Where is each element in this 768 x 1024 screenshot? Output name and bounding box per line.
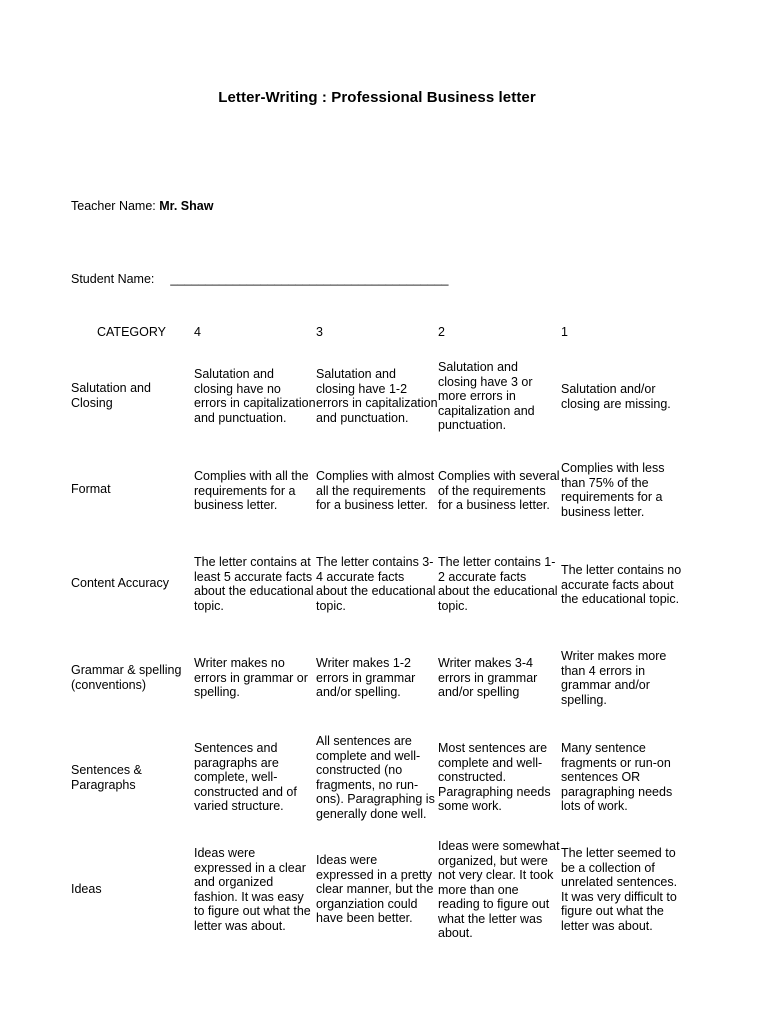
rubric-cell: Complies with several of the requirements for a business letter. (438, 469, 560, 512)
rubric-cell: The letter contains no accurate facts about the educational topic. (561, 563, 682, 606)
rubric-cell: The letter contains 1-2 accurate facts about the educational topic. (438, 555, 558, 613)
document-title: Letter-Writing : Professional Business letter (218, 89, 536, 106)
rubric-cell: Ideas were expressed in a clear and organized fashion. It was easy to figure out what the letter was about. (194, 846, 311, 933)
rubric-cell: Complies with less than 75% of the requirements for a business letter. (561, 461, 665, 519)
header-score-1: 1 (561, 325, 568, 339)
row-category-ideas: Ideas (71, 882, 102, 896)
rubric-cell: Salutation and closing have 3 or more errors in capitalization and punctuation. (438, 360, 535, 432)
row-category-sentences: Sentences & Paragraphs (71, 763, 142, 792)
rubric-cell: Writer makes more than 4 errors in grammar and/or spelling. (561, 649, 667, 707)
rubric-cell: The letter contains at least 5 accurate facts about the educational topic. (194, 555, 314, 613)
rubric-cell: Writer makes 1-2 errors in grammar and/or spelling. (316, 656, 416, 699)
rubric-cell: Complies with almost all the requirements for a business letter. (316, 469, 435, 512)
student-name-label: Student Name: (71, 272, 155, 286)
teacher-name-value: Mr. Shaw (159, 199, 214, 213)
rubric-cell: All sentences are complete and well-constructed (no fragments, no run-ons). Paragraphing is generally done well. (316, 734, 435, 821)
rubric-cell: The letter seemed to be a collection of unrelated sentences. It was very difficult to figure out what the letter was about. (561, 846, 678, 933)
rubric-cell: Salutation and/or closing are missing. (561, 382, 671, 411)
rubric-cell: Sentences and paragraphs are complete, well-constructed and of varied structure. (194, 741, 297, 813)
rubric-cell: Ideas were somewhat organized, but were not very clear. It took more than one reading to figure out what the letter was about. (438, 839, 560, 940)
header-score-4: 4 (194, 325, 201, 339)
rubric-cell: Many sentence fragments or run-on sentences OR paragraphing needs lots of work. (561, 741, 673, 813)
row-category-grammar: Grammar & spelling (conventions) (71, 663, 182, 692)
rubric-cell: Writer makes 3-4 errors in grammar and/or spelling (438, 656, 538, 699)
rubric-cell: Writer makes no errors in grammar or spelling. (194, 656, 308, 699)
rubric-cell: The letter contains 3-4 accurate facts about the educational topic. (316, 555, 436, 613)
rubric-cell: Complies with all the requirements for a business letter. (194, 469, 309, 512)
row-category-salutation: Salutation and Closing (71, 381, 151, 410)
row-category-format: Format (71, 482, 111, 496)
rubric-cell: Ideas were expressed in a pretty clear manner, but the organziation could have been better. (316, 853, 434, 925)
rubric-cell: Salutation and closing have 1-2 errors in capitalization and punctuation. (316, 367, 438, 425)
header-score-3: 3 (316, 325, 323, 339)
row-category-content-accuracy: Content Accuracy (71, 576, 169, 590)
rubric-cell: Salutation and closing have no errors in capitalization and punctuation. (194, 367, 316, 425)
rubric-cell: Most sentences are complete and well-constructed. Paragraphing needs some work. (438, 741, 551, 813)
header-score-2: 2 (438, 325, 445, 339)
teacher-name-line (71, 199, 213, 213)
teacher-name-label: Teacher Name: (71, 199, 156, 213)
student-name-line (71, 272, 448, 286)
header-category: CATEGORY (97, 325, 166, 339)
student-name-blank: ________________________________________ (170, 272, 449, 286)
